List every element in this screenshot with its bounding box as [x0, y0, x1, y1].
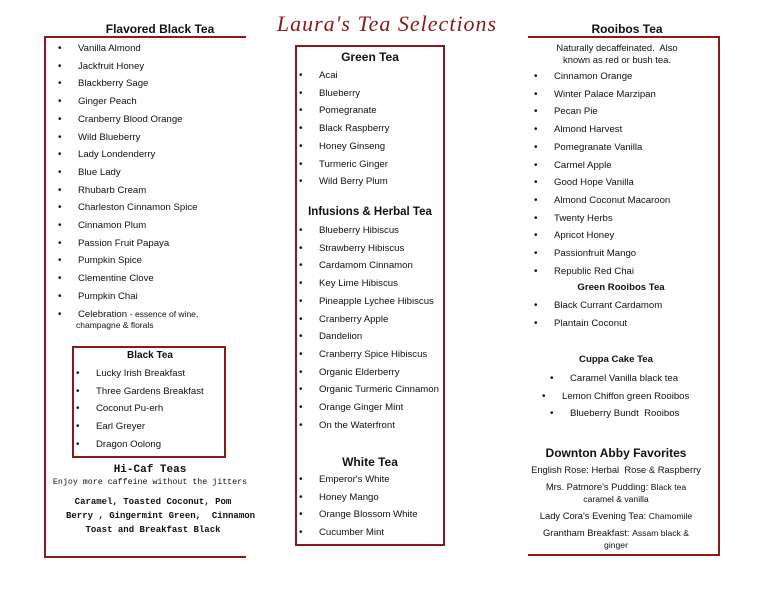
- downton-desc: Chamomile: [648, 511, 693, 521]
- hi-caf-list: [66, 495, 256, 537]
- downton-desc: Herbal Rose & Raspberry: [591, 464, 701, 475]
- white-tea-list: [299, 471, 418, 542]
- flavored-black-tea-heading: Flavored Black Tea: [105, 22, 215, 36]
- hi-caf-line: Caramel, Toasted Coconut, Pom: [74, 497, 232, 507]
- green-tea-heading: Green Tea: [341, 50, 399, 64]
- list-item: • Organic Elderberry: [299, 364, 439, 382]
- list-item: • Passion Fruit Papaya: [58, 235, 198, 253]
- list-item: • Almond Harvest: [534, 121, 670, 139]
- list-item: • Cranberry Spice Hibiscus: [299, 346, 439, 364]
- list-item: • Charleston Cinnamon Spice: [58, 199, 198, 217]
- list-item: • Almond Coconut Macaroon: [534, 192, 670, 210]
- list-item: • Pumpkin Chai: [58, 288, 198, 306]
- cuppa-cake-heading: Cuppa Cake Tea: [579, 354, 653, 365]
- list-item: • Wild Blueberry: [58, 129, 198, 147]
- list-item: • Turmeric Ginger: [299, 156, 389, 174]
- list-item: • Twenty Herbs: [534, 210, 670, 228]
- list-item: • Blackberry Sage: [58, 75, 198, 93]
- black-tea-heading: Black Tea: [127, 350, 173, 361]
- list-item: • Winter Palace Marzipan: [534, 86, 670, 104]
- list-item: • Clementine Clove: [58, 270, 198, 288]
- list-item: • Republic Red Chai: [534, 263, 670, 281]
- downton-desc: Black tea: [650, 482, 687, 492]
- list-item: • Rhubarb Cream: [58, 182, 198, 200]
- list-item: • Ginger Peach: [58, 93, 198, 111]
- flavored-black-tea-list: [58, 40, 198, 323]
- list-item: • Key Lime Hibiscus: [299, 275, 439, 293]
- white-tea-heading: White Tea: [342, 455, 398, 469]
- list-item: • Pomegranate Vanilla: [534, 139, 670, 157]
- hi-caf-heading: Hi-Caf Teas: [113, 464, 187, 476]
- list-item: • Jackfruit Honey: [58, 58, 198, 76]
- celebration-note-continued: champagne & florals: [76, 320, 154, 330]
- downton-list: [526, 464, 706, 556]
- list-item: • Black Currant Cardamom: [534, 297, 662, 315]
- list-item: • Blueberry: [299, 85, 389, 103]
- downton-label: English Rose:: [531, 464, 589, 475]
- list-item: • Pecan Pie: [534, 103, 670, 121]
- downton-desc: ginger: [604, 540, 628, 550]
- green-rooibos-heading: Green Rooibos Tea: [577, 282, 665, 293]
- list-item: • Blue Lady: [58, 164, 198, 182]
- downton-item-patmore: [526, 481, 706, 505]
- list-item: • Honey Ginseng: [299, 138, 389, 156]
- list-item: • Lucky Irish Breakfast: [76, 365, 204, 383]
- list-item: • Plantain Coconut: [534, 315, 662, 333]
- list-item: • Cucumber Mint: [299, 524, 418, 542]
- list-item: • Blueberry Hibiscus: [299, 222, 439, 240]
- downton-label: Grantham Breakfast:: [543, 527, 630, 538]
- list-item: • Wild Berry Plum: [299, 173, 389, 191]
- rooibos-note-line: Naturally decaffeinated. Also: [556, 42, 678, 53]
- downton-heading: Downton Abby Favorites: [545, 446, 687, 460]
- list-item: • Passionfruit Mango: [534, 245, 670, 263]
- green-rooibos-list: [534, 297, 662, 332]
- rooibos-heading: Rooibos Tea: [578, 22, 676, 36]
- list-item: • Organic Turmeric Cinnamon: [299, 381, 439, 399]
- list-item: • Dandelion: [299, 328, 439, 346]
- hi-caf-line: Toast and Breakfast Black: [85, 525, 221, 535]
- list-item: • Lady Londenderry: [58, 146, 198, 164]
- list-item: • Cinnamon Orange: [534, 68, 670, 86]
- hi-caf-line: Berry , Gingermint Green, Cinnamon: [66, 511, 256, 521]
- list-item: • Cranberry Blood Orange: [58, 111, 198, 129]
- list-item: • Cinnamon Plum: [58, 217, 198, 235]
- list-item: • Acai: [299, 67, 389, 85]
- downton-label: Mrs. Patmore's Pudding:: [545, 481, 649, 492]
- list-item: • Honey Mango: [299, 489, 418, 507]
- list-item: • Orange Blossom White: [299, 506, 418, 524]
- list-item: • Vanilla Almond: [58, 40, 198, 58]
- downton-desc: Assam black &: [632, 528, 689, 538]
- list-item: • Emperor's White: [299, 471, 418, 489]
- celebration-label: Celebration: [78, 308, 128, 320]
- downton-desc: caramel & vanilla: [583, 494, 649, 504]
- rooibos-note-line: known as red or bush tea.: [563, 54, 671, 65]
- rooibos-note: [542, 42, 692, 66]
- list-item: • Earl Greyer: [76, 418, 204, 436]
- list-item: • Apricot Honey: [534, 227, 670, 245]
- list-item: • Pumpkin Spice: [58, 252, 198, 270]
- black-tea-list: [76, 365, 204, 454]
- green-tea-list: [299, 67, 389, 191]
- list-item: • Coconut Pu-erh: [76, 400, 204, 418]
- downton-item-grantham: [526, 527, 706, 551]
- list-item: • Pomegranate: [299, 102, 389, 120]
- cuppa-cake-list: [550, 370, 689, 423]
- list-item: • Orange Ginger Mint: [299, 399, 439, 417]
- list-item: • Carmel Apple: [534, 157, 670, 175]
- list-item: • Pineapple Lychee Hibiscus: [299, 293, 439, 311]
- list-item: • Caramel Vanilla black tea: [550, 370, 689, 388]
- list-item: • Three Gardens Breakfast: [76, 383, 204, 401]
- list-item: • Strawberry Hibiscus: [299, 240, 439, 258]
- celebration-note: - essence of wine,: [129, 308, 199, 319]
- list-item: • Lemon Chiffon green Rooibos: [542, 388, 689, 406]
- hi-caf-subtitle: Enjoy more caffeine without the jitters: [52, 478, 248, 487]
- list-item: • Blueberry Bundt Rooibos: [550, 405, 689, 423]
- rooibos-list: [534, 68, 670, 280]
- page-title: Laura's Tea Selections: [276, 11, 498, 36]
- infusions-heading: Infusions & Herbal Tea: [308, 206, 432, 218]
- infusions-list: [299, 222, 439, 434]
- list-item: • On the Waterfront: [299, 417, 439, 435]
- list-item: • Good Hope Vanilla: [534, 174, 670, 192]
- list-item: • Cardamom Cinnamon: [299, 257, 439, 275]
- list-item: • Cranberry Apple: [299, 311, 439, 329]
- list-item: • Dragon Oolong: [76, 436, 204, 454]
- list-item: • Black Raspberry: [299, 120, 389, 138]
- downton-label: Lady Cora's Evening Tea:: [539, 510, 647, 521]
- downton-item-cora: [526, 510, 706, 522]
- downton-item-english-rose: [526, 464, 706, 476]
